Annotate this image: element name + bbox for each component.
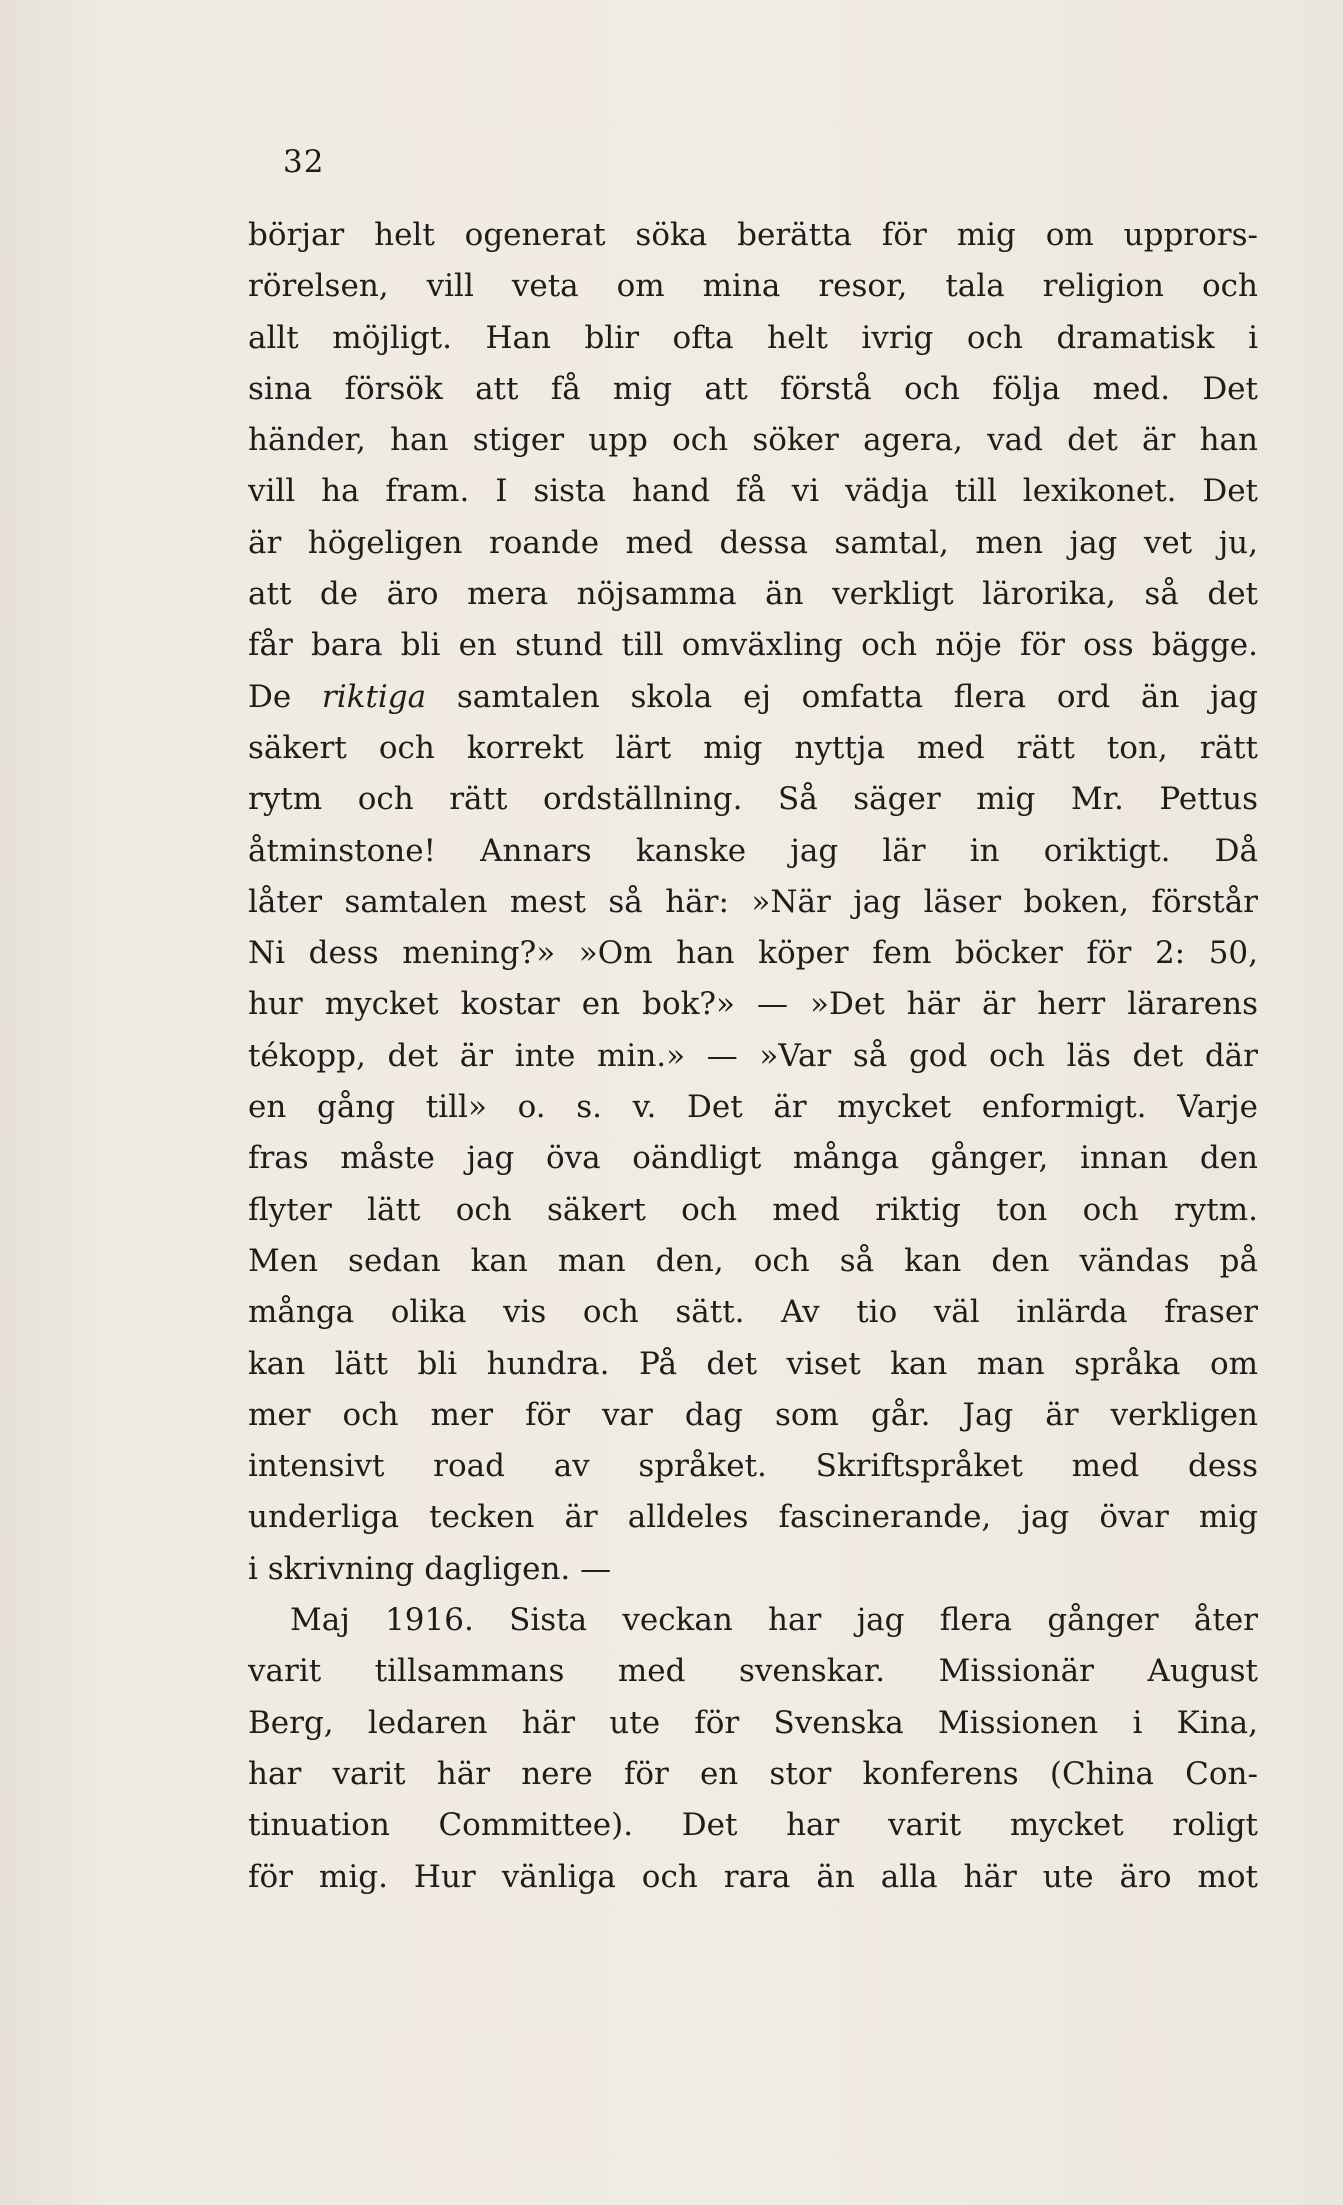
- text-line: flyter lätt och säkert och med riktig ton och rytm.: [248, 1191, 1258, 1228]
- text-line: kan lätt bli hundra. På det viset kan man språka om: [248, 1345, 1258, 1382]
- text-line: är högeligen roande med dessa samtal, men jag vet ju,: [248, 524, 1258, 561]
- text-line: en gång till» o. s. v. Det är mycket enformigt. Varje: [248, 1089, 1258, 1126]
- text-line: får bara bli en stund till omväxling och nöje för oss bägge.: [248, 627, 1258, 664]
- text-line: säkert och korrekt lärt mig nyttja med rätt ton, rätt: [248, 729, 1258, 766]
- text-line: många olika vis och sätt. Av tio väl inlärda fraser: [248, 1294, 1258, 1331]
- paragraph-start-line: Maj 1916. Sista veckan har jag flera gånger åter: [290, 1602, 1258, 1639]
- text-segment: De: [248, 678, 322, 715]
- text-line: intensivt road av språket. Skriftspråket med dess: [248, 1448, 1258, 1485]
- body-text: [248, 210, 1258, 1903]
- text-line: hur mycket kostar en bok?» — »Det här är herr lärarens: [248, 986, 1258, 1023]
- text-line: rytm och rätt ordställning. Så säger mig Mr. Pettus: [248, 781, 1258, 818]
- text-line: fras måste jag öva oändligt många gånger, innan den: [248, 1140, 1258, 1177]
- text-line: underliga tecken är alldeles fascinerande, jag övar mig: [248, 1499, 1258, 1536]
- text-line: för mig. Hur vänliga och rara än alla här ute äro mot: [248, 1858, 1258, 1895]
- text-line: sina försök att få mig att förstå och följa med. Det: [248, 370, 1258, 407]
- text-line: har varit här nere för en stor konferens (China Con-: [248, 1755, 1258, 1792]
- emphasized-word: riktiga: [321, 678, 427, 715]
- text-line: allt möjligt. Han blir ofta helt ivrig och dramatisk i: [248, 319, 1258, 356]
- page-number: 32: [283, 144, 325, 180]
- text-segment: samtalen skola ej omfatta flera ord än jag: [426, 678, 1258, 715]
- text-line: åtminstone! Annars kanske jag lär in oriktigt. Då: [248, 832, 1258, 869]
- text-line: tékopp, det är inte min.» — »Var så god och läs det där: [248, 1037, 1258, 1074]
- text-line: Berg, ledaren här ute för Svenska Missionen i Kina,: [248, 1704, 1258, 1741]
- text-line: Ni dess mening?» »Om han köper fem böcker för 2: 50,: [248, 935, 1258, 972]
- text-line: börjar helt ogenerat söka berätta för mig om upprors-: [248, 217, 1258, 253]
- text-line: låter samtalen mest så här: »När jag läser boken, förstår: [248, 883, 1258, 920]
- text-line: vill ha fram. I sista hand få vi vädja till lexikonet. Det: [248, 473, 1258, 510]
- text-line: varit tillsammans med svenskar. Missionär August: [248, 1653, 1258, 1690]
- text-line: i skrivning dagligen. —: [248, 1550, 612, 1587]
- text-line: Men sedan kan man den, och så kan den vändas på: [248, 1242, 1258, 1279]
- text-line: att de äro mera nöjsamma än verkligt lärorika, så det: [248, 576, 1258, 613]
- text-line-emphasis: [248, 672, 1258, 723]
- text-line: rörelsen, vill veta om mina resor, tala religion och: [248, 268, 1258, 305]
- text-line: händer, han stiger upp och söker agera, vad det är han: [248, 422, 1258, 459]
- text-line: mer och mer för var dag som går. Jag är verkligen: [248, 1396, 1258, 1433]
- text-line: tinuation Committee). Det har varit mycket roligt: [248, 1807, 1258, 1844]
